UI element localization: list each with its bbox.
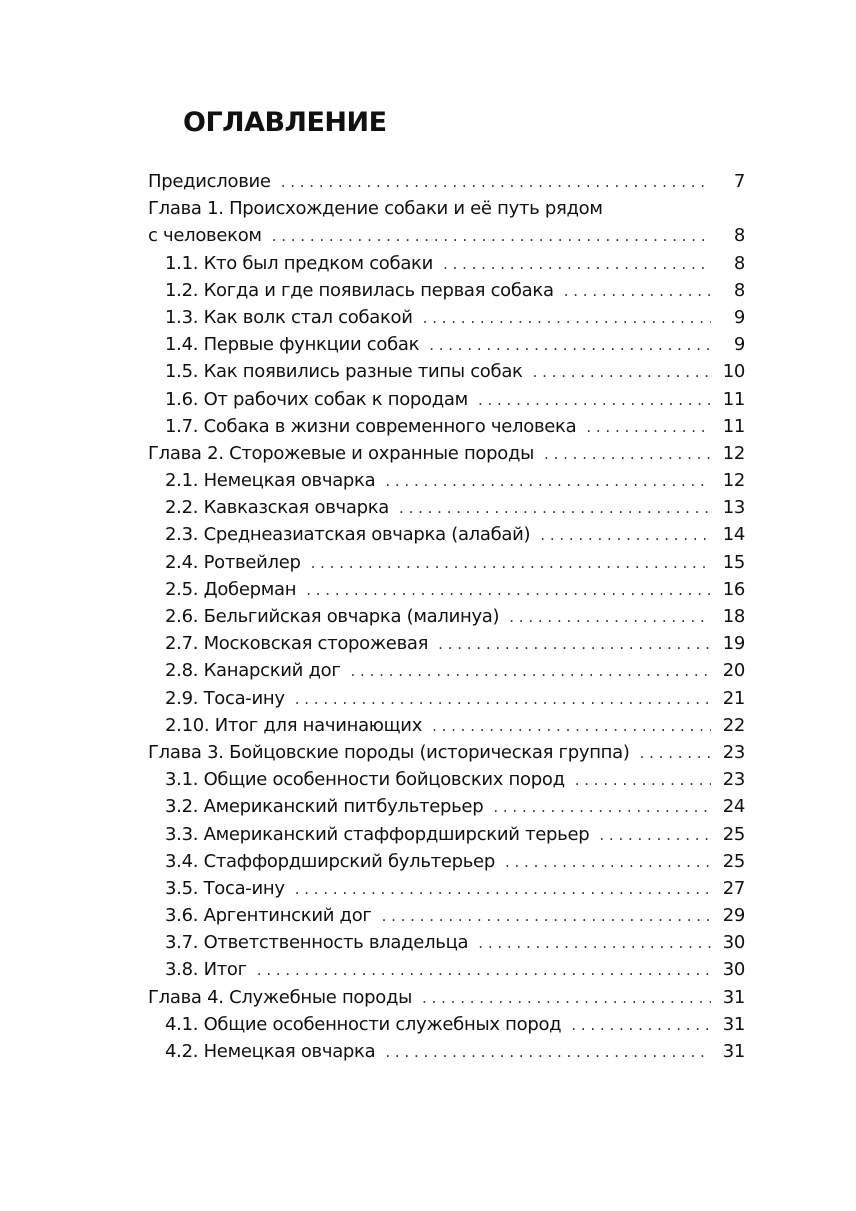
toc-entry-row [148, 984, 745, 1011]
toc-entry-row [165, 386, 745, 413]
toc-page-number: 8 [733, 225, 745, 247]
toc-entry-label: 2.3. Среднеазиатская овчарка (алабай) [165, 524, 531, 546]
toc-entry-row [165, 331, 745, 358]
toc-entry-label: 3.3. Американский стаффордширский терьер [165, 823, 590, 845]
toc-section-entry[interactable] [148, 902, 745, 929]
toc-page-number: 8 [733, 279, 745, 301]
toc-section-entry[interactable] [148, 576, 745, 603]
toc-page-number: 8 [733, 252, 745, 274]
toc-entry-label: Глава 4. Служебные породы [148, 986, 413, 1008]
toc-entry-row [165, 494, 745, 521]
toc-entry-label: 4.1. Общие особенности служебных пород [165, 1013, 562, 1035]
toc-section-entry[interactable] [148, 386, 745, 413]
dot-leader [385, 1039, 711, 1066]
toc-section-entry[interactable] [148, 277, 745, 304]
toc-entry-label: 1.1. Кто был предком собаки [165, 252, 434, 274]
toc-section-entry[interactable] [148, 929, 745, 956]
dot-leader [306, 577, 711, 604]
dot-leader [478, 387, 711, 414]
toc-entry-row [165, 766, 745, 793]
toc-entry-label: 2.7. Московская сторожевая [165, 633, 429, 655]
toc-entry-label: 2.1. Немецкая овчарка [165, 470, 376, 492]
toc-section-entry[interactable] [148, 467, 745, 494]
toc-section-entry[interactable] [148, 603, 745, 630]
toc-entry-row [165, 576, 745, 603]
toc-entry-row [165, 685, 745, 712]
dot-leader [575, 767, 711, 794]
toc-section-entry[interactable] [148, 1011, 745, 1038]
dot-leader [351, 658, 711, 685]
toc-page-number: 29 [722, 905, 745, 927]
toc-section-entry[interactable] [148, 358, 745, 385]
toc-entry-row [165, 521, 745, 548]
toc-page-number: 12 [722, 442, 745, 464]
toc-section-entry[interactable] [148, 331, 745, 358]
toc-entry-row [165, 413, 745, 440]
toc-entry-row [148, 440, 745, 467]
toc-entry-label: Глава 3. Бойцовские породы (историческая группа) [148, 741, 630, 763]
toc-entry-row [165, 250, 745, 277]
dot-leader [423, 305, 711, 332]
toc-entry-row [165, 712, 745, 739]
toc-entry-row [165, 956, 745, 983]
toc-entry-row [165, 1038, 745, 1065]
toc-entry-label: 2.10. Итог для начинающих [165, 714, 423, 736]
toc-entry-row [165, 630, 745, 657]
toc-page-number: 27 [722, 877, 745, 899]
toc-section-entry[interactable] [148, 712, 745, 739]
toc-entry-row [165, 793, 745, 820]
dot-leader [493, 794, 711, 821]
toc-entry-row [165, 902, 745, 929]
dot-leader [429, 332, 711, 359]
dot-leader [422, 985, 711, 1012]
toc-page-number: 19 [722, 633, 745, 655]
toc-page-number: 31 [722, 1041, 745, 1063]
toc-section-entry[interactable] [148, 549, 745, 576]
toc-page-number: 24 [722, 796, 745, 818]
toc-entry-row [165, 358, 745, 385]
toc-entry-row [165, 1011, 745, 1038]
toc-page-number: 18 [722, 606, 745, 628]
toc-section-entry[interactable] [148, 304, 745, 331]
toc-entry-row [165, 467, 745, 494]
toc-section-entry[interactable] [148, 848, 745, 875]
toc-page-number: 9 [733, 306, 745, 328]
toc-chapter-entry[interactable] [148, 739, 745, 766]
toc-entry-label: 1.5. Как появились разные типы собак [165, 361, 523, 383]
toc-page-number: 30 [722, 932, 745, 954]
dot-leader [640, 740, 711, 767]
dot-leader [509, 604, 711, 631]
toc-section-entry[interactable] [148, 521, 745, 548]
toc-entry-label: 2.2. Кавказская овчарка [165, 497, 390, 519]
toc-page-number: 25 [722, 850, 745, 872]
toc-entry-label: Предисловие [148, 171, 271, 192]
toc-entry-label: 1.7. Собака в жизни современного человека [165, 415, 577, 437]
dot-leader [571, 1012, 711, 1039]
toc-entry-label: 3.6. Аргентинский дог [165, 905, 372, 927]
toc-entry-label: Глава 2. Сторожевые и охранные породы [148, 442, 535, 464]
dot-leader [540, 522, 711, 549]
toc-entry-label: 2.9. Тоса-ину [165, 687, 285, 709]
dot-leader [586, 414, 711, 441]
toc-section-entry[interactable] [148, 793, 745, 820]
toc-page-number: 23 [722, 769, 745, 791]
dot-leader [399, 495, 711, 522]
toc-entry-label: 1.4. Первые функции собак [165, 334, 420, 356]
toc-entry-label: 2.8. Канарский дог [165, 660, 341, 682]
toc-entry-label: 1.3. Как волк стал собакой [165, 306, 413, 328]
page-title: ОГЛАВЛЕНИЕ [183, 107, 387, 138]
toc-page-number: 31 [722, 986, 745, 1008]
toc-page-number: 31 [722, 1013, 745, 1035]
dot-leader [443, 251, 711, 278]
dot-leader [478, 930, 711, 957]
toc-section-entry[interactable] [148, 821, 745, 848]
toc-chapter-entry[interactable] [148, 195, 745, 249]
dot-leader [544, 441, 711, 468]
toc-entry-label: 2.5. Доберман [165, 578, 297, 600]
toc-entry-label: 1.2. Когда и где появилась первая собака [165, 279, 554, 301]
toc-entry-label: 3.1. Общие особенности бойцовских пород [165, 769, 565, 791]
dot-leader [564, 278, 711, 305]
toc-entry-row [165, 848, 745, 875]
toc-entry-label: 2.6. Бельгийская овчарка (малинуа) [165, 606, 500, 628]
toc-entry-row [148, 222, 745, 249]
toc-entry-row [165, 875, 745, 902]
dot-leader [281, 169, 711, 196]
dot-leader [295, 686, 711, 713]
toc-entry-row [148, 739, 745, 766]
dot-leader [257, 957, 711, 984]
toc-entry-label: 3.4. Стаффордширский бультерьер [165, 850, 495, 872]
toc-section-entry[interactable] [148, 250, 745, 277]
toc-page-number: 9 [733, 334, 745, 356]
dot-leader [382, 903, 711, 930]
toc-page-number: 16 [722, 578, 745, 600]
toc-entry-label: с человеком [148, 225, 262, 247]
dot-leader [432, 713, 711, 740]
toc-entry-label: 4.2. Немецкая овчарка [165, 1041, 376, 1063]
toc-entry-label: 3.2. Американский питбультерьер [165, 796, 484, 818]
toc-page-number: 23 [722, 741, 745, 763]
dot-leader [272, 223, 711, 250]
toc-page-number: 22 [722, 714, 745, 736]
toc-entry-label: 3.5. Тоса-ину [165, 877, 285, 899]
toc-page-number: 14 [722, 524, 745, 546]
toc-section-entry[interactable] [148, 956, 745, 983]
toc-entry-row [165, 277, 745, 304]
toc-page-number: 13 [722, 497, 745, 519]
toc-entry-label: 1.6. От рабочих собак к породам [165, 388, 468, 410]
toc-entry-row [148, 168, 745, 195]
toc-chapter-entry[interactable] [148, 168, 745, 195]
toc-page-number: 21 [722, 687, 745, 709]
toc-page-number: 11 [722, 415, 745, 437]
toc-entry-row [165, 549, 745, 576]
table-of-contents [148, 168, 745, 1065]
toc-page-number: 25 [722, 823, 745, 845]
toc-chapter-entry[interactable] [148, 984, 745, 1011]
toc-section-entry[interactable] [148, 1038, 745, 1065]
toc-page-number: 12 [722, 470, 745, 492]
toc-section-entry[interactable] [148, 766, 745, 793]
dot-leader [533, 359, 711, 386]
toc-entry-label: 3.8. Итог [165, 959, 247, 981]
dot-leader [505, 849, 711, 876]
toc-page-number: 11 [722, 388, 745, 410]
toc-section-entry[interactable] [148, 413, 745, 440]
toc-section-entry[interactable] [148, 685, 745, 712]
dot-leader [438, 631, 711, 658]
toc-entry-row [165, 821, 745, 848]
toc-chapter-entry[interactable] [148, 440, 745, 467]
toc-section-entry[interactable] [148, 494, 745, 521]
toc-entry-label: Глава 1. Происхождение собаки и её путь рядом [148, 198, 603, 220]
dot-leader [385, 468, 711, 495]
toc-entry-row [165, 657, 745, 684]
dot-leader [599, 822, 711, 849]
toc-page-number: 7 [733, 171, 745, 192]
toc-page-number: 15 [722, 551, 745, 573]
toc-section-entry[interactable] [148, 630, 745, 657]
toc-entry-label: 2.4. Ротвейлер [165, 551, 301, 573]
toc-page-number: 20 [722, 660, 745, 682]
toc-page-number: 10 [722, 361, 745, 383]
toc-entry-row [165, 929, 745, 956]
toc-entry-row [165, 304, 745, 331]
toc-section-entry[interactable] [148, 875, 745, 902]
toc-section-entry[interactable] [148, 657, 745, 684]
dot-leader [295, 876, 711, 903]
toc-entry-label: 3.7. Ответственность владельца [165, 932, 469, 954]
toc-entry-row [165, 603, 745, 630]
toc-page-number: 30 [722, 959, 745, 981]
dot-leader [311, 550, 711, 577]
